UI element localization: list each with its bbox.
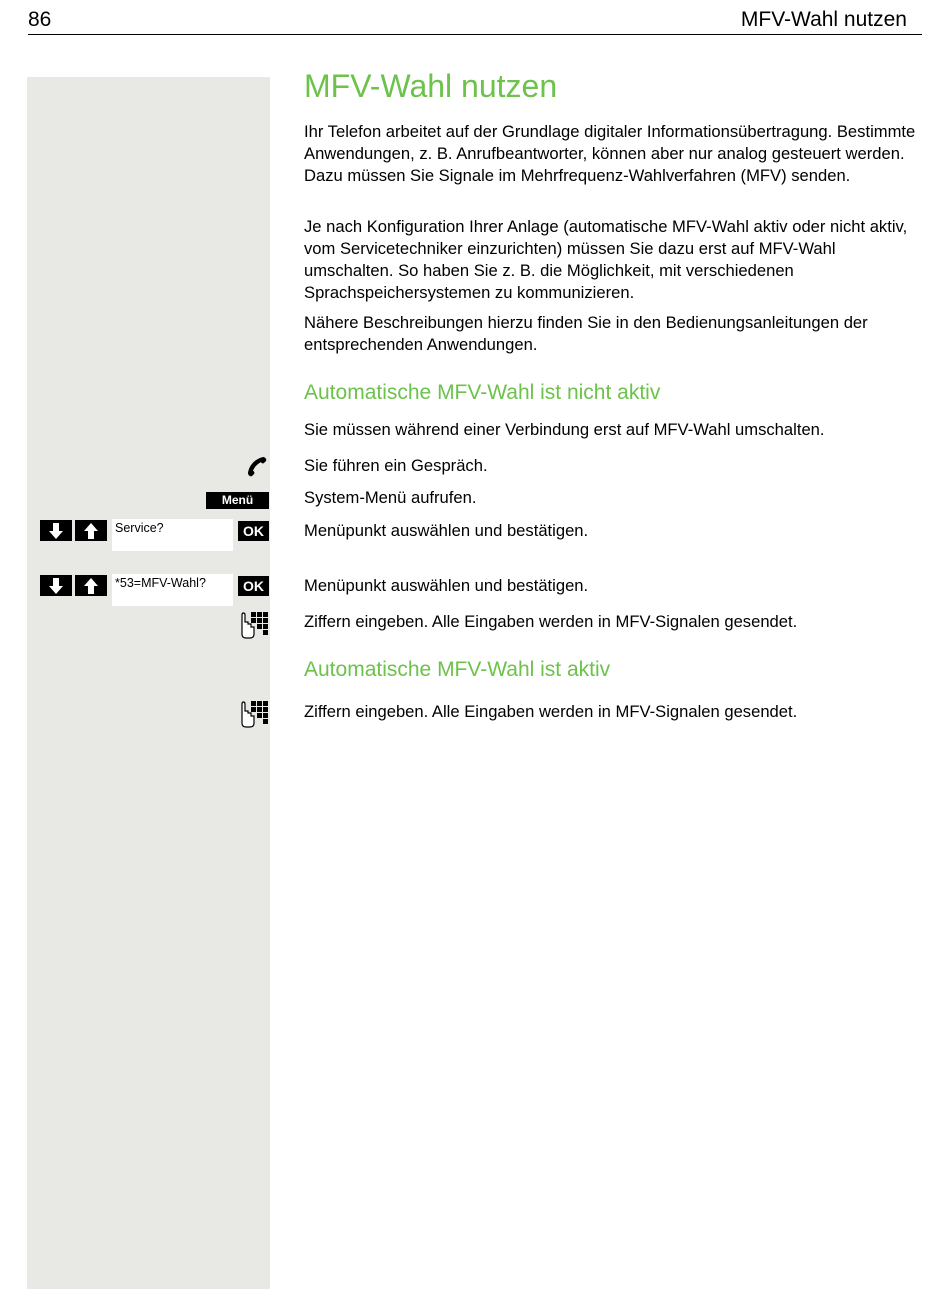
arrow-up-icon <box>84 578 98 594</box>
step-call: Sie führen ein Gespräch. <box>304 456 488 475</box>
arrow-up-key[interactable] <box>75 575 107 596</box>
step-enter-digits-active: Ziffern eingeben. Alle Eingaben werden in MFV-Signalen gesendet. <box>304 702 798 721</box>
arrow-down-icon <box>49 523 63 539</box>
reference-paragraph: Nähere Beschreibungen hierzu finden Sie in den Bedienungsanleitungen der entsprechenden Anwendungen. <box>304 313 868 354</box>
section-intro: Sie müssen während einer Verbindung erst auf MFV-Wahl umschalten. <box>304 420 825 439</box>
phone-display-mfv: *53=MFV-Wahl? <box>112 574 233 606</box>
page-title: MFV-Wahl nutzen <box>304 68 558 104</box>
config-paragraph: Je nach Konfiguration Ihrer Anlage (automatische MFV-Wahl aktiv oder nicht aktiv, vom Servicetechniker einzurichten) müssen Sie dazu erst auf MFV-Wahl umschalten. So haben Sie z. B. die Möglichkeit, mit verschiedenen Sprachspeichersystemen zu kommunizieren. <box>304 217 908 302</box>
menu-key[interactable]: Menü <box>206 492 269 509</box>
arrow-down-key[interactable] <box>40 520 72 541</box>
step-enter-digits: Ziffern eingeben. Alle Eingaben werden in MFV-Signalen gesendet. <box>304 612 798 631</box>
header-divider <box>28 34 922 35</box>
arrow-up-icon <box>84 523 98 539</box>
instruction-sidebar <box>27 77 270 1289</box>
arrow-up-key[interactable] <box>75 520 107 541</box>
ok-key[interactable]: OK <box>238 521 269 541</box>
keypad-icon <box>239 699 269 729</box>
arrow-down-key[interactable] <box>40 575 72 596</box>
ok-key[interactable]: OK <box>238 576 269 596</box>
section-heading-not-active: Automatische MFV-Wahl ist nicht aktiv <box>304 381 661 404</box>
arrow-down-icon <box>49 578 63 594</box>
phone-display-service: Service? <box>112 519 233 551</box>
page-number: 86 <box>28 8 52 31</box>
step-open-menu: System-Menü aufrufen. <box>304 488 477 507</box>
intro-paragraph: Ihr Telefon arbeitet auf der Grundlage digitaler Informationsübertragung. Bestimmte Anwendungen, z. B. Anrufbeantworter, können aber nur analog gesteuert werden. Dazu müssen Sie Signale im Mehrfrequenz-Wahlverfahren (MFV) senden. <box>304 122 916 185</box>
section-heading-active: Automatische MFV-Wahl ist aktiv <box>304 658 611 681</box>
keypad-icon <box>239 610 269 640</box>
step-select-service: Menüpunkt auswählen und bestätigen. <box>304 521 589 540</box>
step-select-mfv: Menüpunkt auswählen und bestätigen. <box>304 576 589 595</box>
running-header-title: MFV-Wahl nutzen <box>740 8 907 31</box>
handset-icon <box>246 455 268 477</box>
